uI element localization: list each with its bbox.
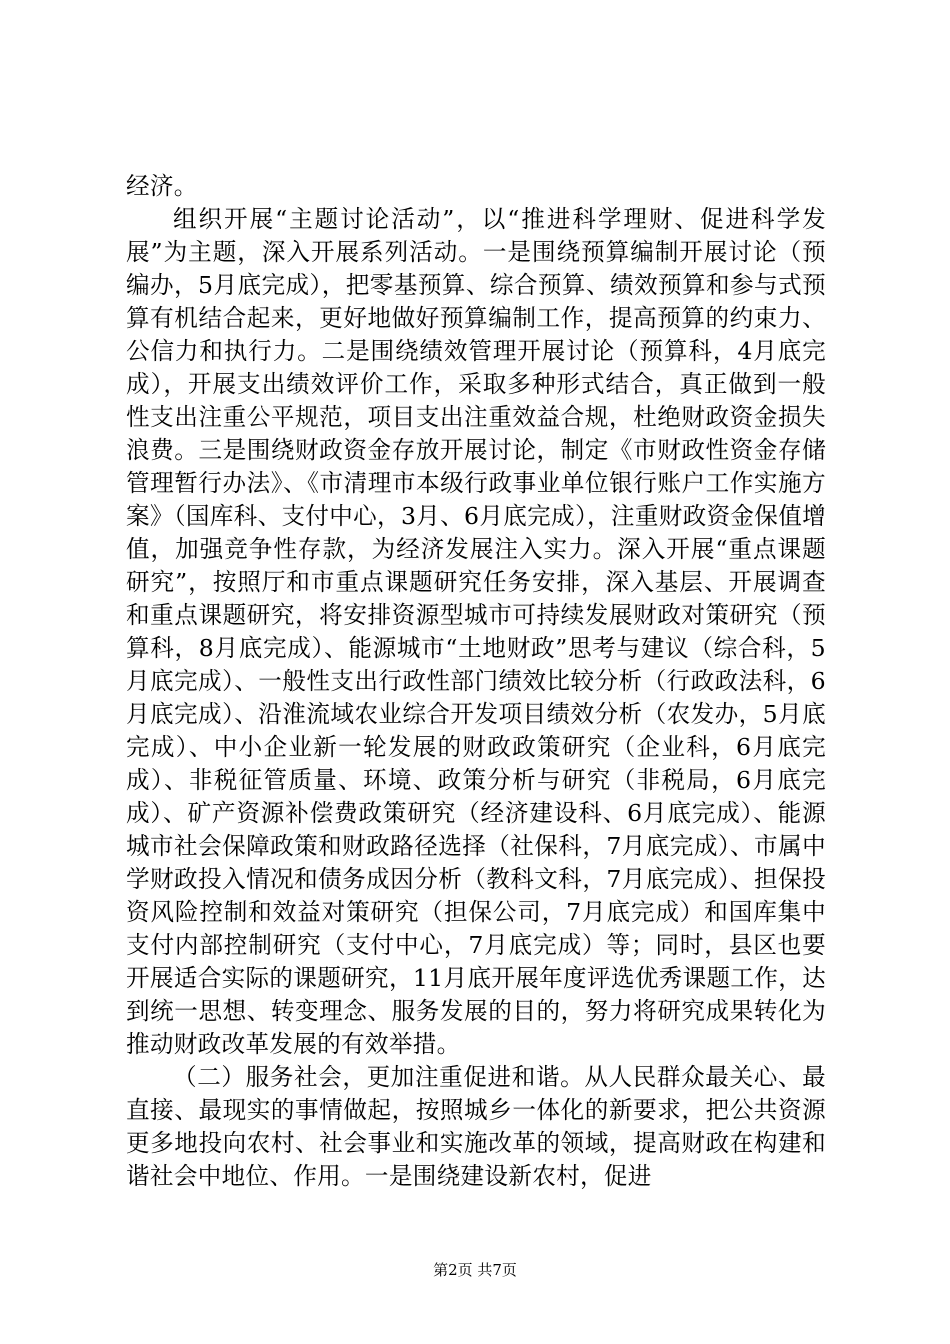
page-number-footer: 第2页 共7页 [433, 1261, 517, 1279]
paragraph-serve-society: （二）服务社会，更加注重促进和谐。从人民群众最关心、最直接、最现实的事情做起，按照城乡一体化的新要求，把公共资源更多地投向农村、社会事业和实施改革的领域，提高财政在构建和谐社会中地位、作用。一是围绕建设新农村，促进 [126, 1063, 826, 1190]
document-body [126, 170, 826, 1193]
paragraph-continuation: 经济。 [126, 172, 198, 200]
paragraph-discussion-activities: 组织开展“主题讨论活动”，以“推进科学理财、促进科学发展”为主题，深入开展系列活动。一是围绕预算编制开展讨论（预编办，5月底完成），把零基预算、综合预算、绩效预算和参与式预算有机结合起来，更好地做好预算编制工作，提高预算的约束力、公信力和执行力。二是围绕绩效管理开展讨论（预算科，4月底完成），开展支出绩效评价工作，采取多种形式结合，真正做到一般性支出注重公平规范，项目支出注重效益合规，杜绝财政资金损失浪费。三是围绕财政资金存放开展讨论，制定《市财政性资金存储管理暂行办法》、《市清理市本级行政事业单位银行账户工作实施方案》（国库科、支付中心，3月、6月底完成），注重财政资金保值增值，加强竞争性存款，为经济发展注入实力。深入开展“重点课题研究”，按照厅和市重点课题研究任务安排，深入基层、开展调查和重点课题研究，将安排资源型城市可持续发展财政对策研究（预算科，8月底完成）、能源城市“土地财政”思考与建议（综合科，5月底完成）、一般性支出行政性部门绩效比较分析（行政政法科，6月底完成）、沿淮流域农业综合开发项目绩效分析（农发办，5月底完成）、中小企业新一轮发展的财政政策研究（企业科，6月底完成）、非税征管质量、环境、政策分析与研究（非税局，6月底完成）、矿产资源补偿费政策研究（经济建设科、6月底完成）、能源城市社会保障政策和财政路径选择（社保科，7月底完成）、市属中学财政投入情况和债务成因分析（教科文科，7月底完成）、担保投资风险控制和效益对策研究（担保公司，7月底完成）和国库集中支付内部控制研究（支付中心，7月底完成）等；同时，县区也要开展适合实际的课题研究，11月底开展年度评选优秀课题工作，达到统一思想、转变理念、服务发展的目的，努力将研究成果转化为推动财政改革发展的有效举措。 [126, 205, 826, 1058]
